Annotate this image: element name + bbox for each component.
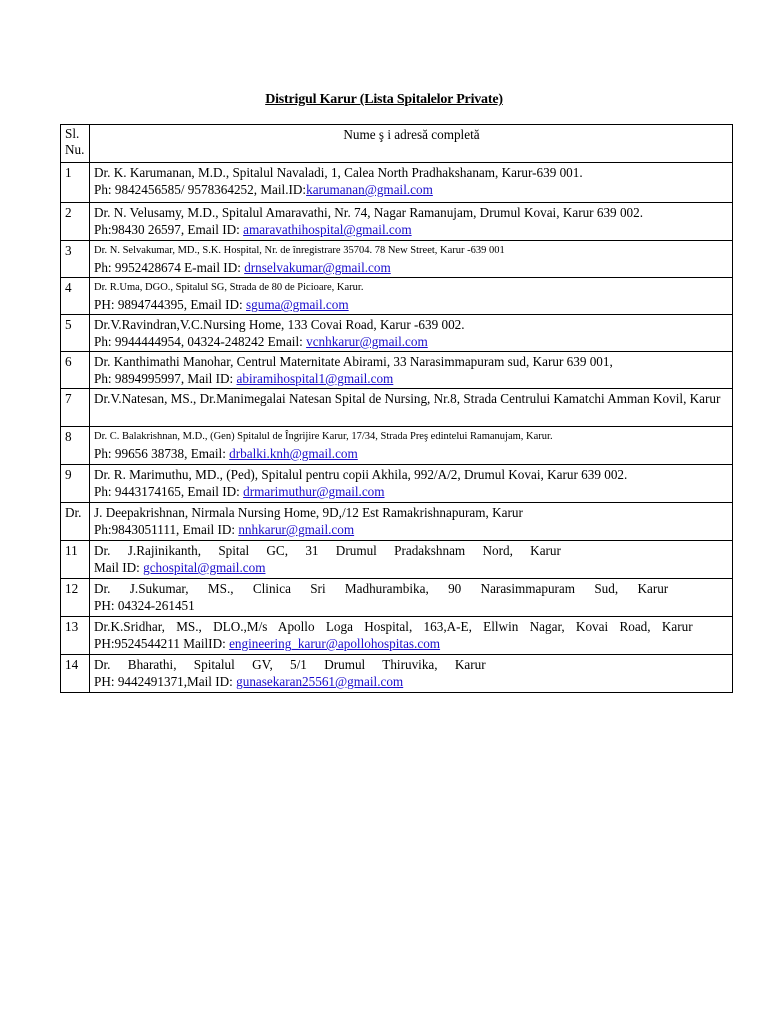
row-name-address: Dr.V.Ravindran,V.C.Nursing Home, 133 Covai Road, Karur -639 002. (94, 317, 465, 332)
row-number: 4 (61, 278, 90, 315)
row-contact (94, 521, 729, 538)
row-phone: Ph: 9944444954, 04324-248242 Email: (94, 334, 307, 349)
row-name-address-text: J. Deepakrishnan, Nirmala Nursing Home, 9D,/12 Est Ramakrishnapuram, Karur (94, 505, 523, 520)
row-number: 11 (61, 541, 90, 579)
row-details (90, 579, 733, 617)
row-name-address: Dr. N. Selvakumar, MD., S.K. Hospital, Nr. de înregistrare 35704. 78 New Street, Karur -639 001 (94, 245, 505, 256)
row-details (90, 503, 733, 541)
email-link[interactable]: gunasekaran25561@gmail.com (236, 674, 404, 689)
row-details (90, 389, 733, 427)
table-row (61, 579, 733, 617)
table-row (61, 241, 733, 278)
row-contact (94, 333, 729, 350)
email-link[interactable]: drmarimuthur@gmail.com (243, 484, 385, 499)
row-details (90, 241, 733, 278)
row-number: 5 (61, 315, 90, 352)
row-contact (94, 597, 729, 614)
row-name-address: Dr.K.Sridhar, MS., DLO.,M/s Apollo Loga Hospital, 163,A-E, Ellwin Nagar, Kovai Road, Karur (94, 619, 693, 634)
row-contact (94, 673, 729, 690)
row-details (90, 352, 733, 389)
row-phone: Ph: 99656 38738, Email: (94, 446, 230, 461)
row-contact (94, 221, 729, 238)
email-link[interactable]: drnselvakumar@gmail.com (244, 260, 391, 275)
row-contact (94, 370, 729, 387)
email-link[interactable]: drbalki.knh@gmail.com (229, 446, 358, 461)
email-link[interactable]: vcnhkarur@gmail.com (306, 334, 428, 349)
row-name-address: Dr. Bharathi, Spitalul GV, 5/1 Drumul Thiruvika, Karur (94, 657, 486, 672)
table-row (61, 203, 733, 241)
email-link[interactable]: abiramihospital1@gmail.com (236, 371, 394, 386)
row-number: 6 (61, 352, 90, 389)
table-row (61, 541, 733, 579)
row-phone: Ph: 9842456585/ 9578364252, Mail.ID: (94, 182, 307, 197)
row-details (90, 541, 733, 579)
document-title: Distrigul Karur (Lista Spitalelor Private) (265, 92, 503, 107)
row-name-address: Dr. R.Uma, DGO., Spitalul SG, Strada de 80 de Picioare, Karur. (94, 282, 364, 293)
table-row (61, 503, 733, 541)
row-name-address: Dr.V.Natesan, MS., Dr.Manimegalai Natesan Spital de Nursing, Nr.8, Strada Centrului Kamatchi Amman Kovil, Karur (94, 391, 721, 406)
row-contact (94, 259, 729, 276)
table-row (61, 163, 733, 203)
row-details (90, 617, 733, 655)
row-number: 8 (61, 427, 90, 465)
email-link[interactable]: nnhkarur@gmail.com (238, 522, 355, 537)
row-phone: Mail ID: (94, 560, 144, 575)
table-header-row (61, 125, 733, 163)
header-name-address: Nume ş i adresă completă (90, 125, 733, 163)
row-phone: Ph: 9894995997, Mail ID: (94, 371, 237, 386)
table-row (61, 278, 733, 315)
row-details (90, 315, 733, 352)
table-row (61, 352, 733, 389)
row-contact (94, 635, 729, 652)
row-name-address: Dr. C. Balakrishnan, M.D., (Gen) Spitalul de Îngrijire Karur, 17/34, Strada Preş edintelui Ramanujam, Karur. (94, 431, 553, 442)
row-contact (94, 296, 729, 313)
row-number: 9 (61, 465, 90, 503)
email-link[interactable]: amaravathihospital@gmail.com (243, 222, 412, 237)
row-details (90, 203, 733, 241)
row-phone: PH: 9442491371,Mail ID: (94, 674, 237, 689)
row-contact (94, 559, 729, 576)
row-number: 12 (61, 579, 90, 617)
row-contact (94, 181, 729, 198)
email-link[interactable]: gchospital@gmail.com (143, 560, 266, 575)
row-phone: Ph:9843051111, Email ID: (94, 522, 239, 537)
row-phone: PH:9524544211 MailID: (94, 636, 230, 651)
row-name-address: Dr. J.Sukumar, MS., Clinica Sri Madhurambika, 90 Narasimmapuram Sud, Karur (94, 581, 669, 596)
email-link[interactable]: engineering_karur@apollohospitas.com (229, 636, 441, 651)
email-link[interactable]: karumanan@gmail.com (306, 182, 433, 197)
table-row (61, 655, 733, 693)
email-link[interactable]: sguma@gmail.com (246, 297, 349, 312)
row-name-address: Dr. R. Marimuthu, MD., (Ped), Spitalul pentru copii Akhila, 992/A/2, Drumul Kovai, Karur 639 002. (94, 467, 628, 482)
row-number: 1 (61, 163, 90, 203)
row-contact (94, 483, 729, 500)
row-number: 2 (61, 203, 90, 241)
row-details (90, 655, 733, 693)
row-number: Dr. (61, 503, 90, 541)
table-row (61, 389, 733, 427)
row-number: 7 (61, 389, 90, 427)
row-name-address: Dr. N. Velusamy, M.D., Spitalul Amaravathi, Nr. 74, Nagar Ramanujam, Drumul Kovai, Karur 639 002. (94, 205, 644, 220)
row-name-address: Dr. J.Rajinikanth, Spital GC, 31 Drumul Pradakshnam Nord, Karur (94, 543, 561, 558)
row-details (90, 427, 733, 465)
row-phone: Ph: 9443174165, Email ID: (94, 484, 244, 499)
row-number: 3 (61, 241, 90, 278)
row-details (90, 163, 733, 203)
table-row (61, 465, 733, 503)
row-phone: Ph: 9952428674 E-mail ID: (94, 260, 245, 275)
row-number: 14 (61, 655, 90, 693)
row-name-address: Dr. K. Karumanan, M.D., Spitalul Navaladi, 1, Calea North Pradhakshanam, Karur-639 001. (94, 165, 583, 180)
table-row (61, 427, 733, 465)
row-phone: PH: 9894744395, Email ID: (94, 297, 247, 312)
row-number: 13 (61, 617, 90, 655)
hospital-list-table (60, 124, 733, 693)
table-row (61, 617, 733, 655)
row-phone: Ph:98430 26597, Email ID: (94, 222, 244, 237)
row-name-address (94, 504, 729, 521)
row-phone: PH: 04324-261451 (94, 598, 195, 613)
row-details (90, 465, 733, 503)
row-details (90, 278, 733, 315)
row-contact (94, 445, 729, 462)
table-row (61, 315, 733, 352)
header-serial-number: Sl. Nu. (61, 125, 90, 163)
row-name-address: Dr. Kanthimathi Manohar, Centrul Maternitate Abirami, 33 Narasimmapuram sud, Karur 639 001, (94, 354, 613, 369)
